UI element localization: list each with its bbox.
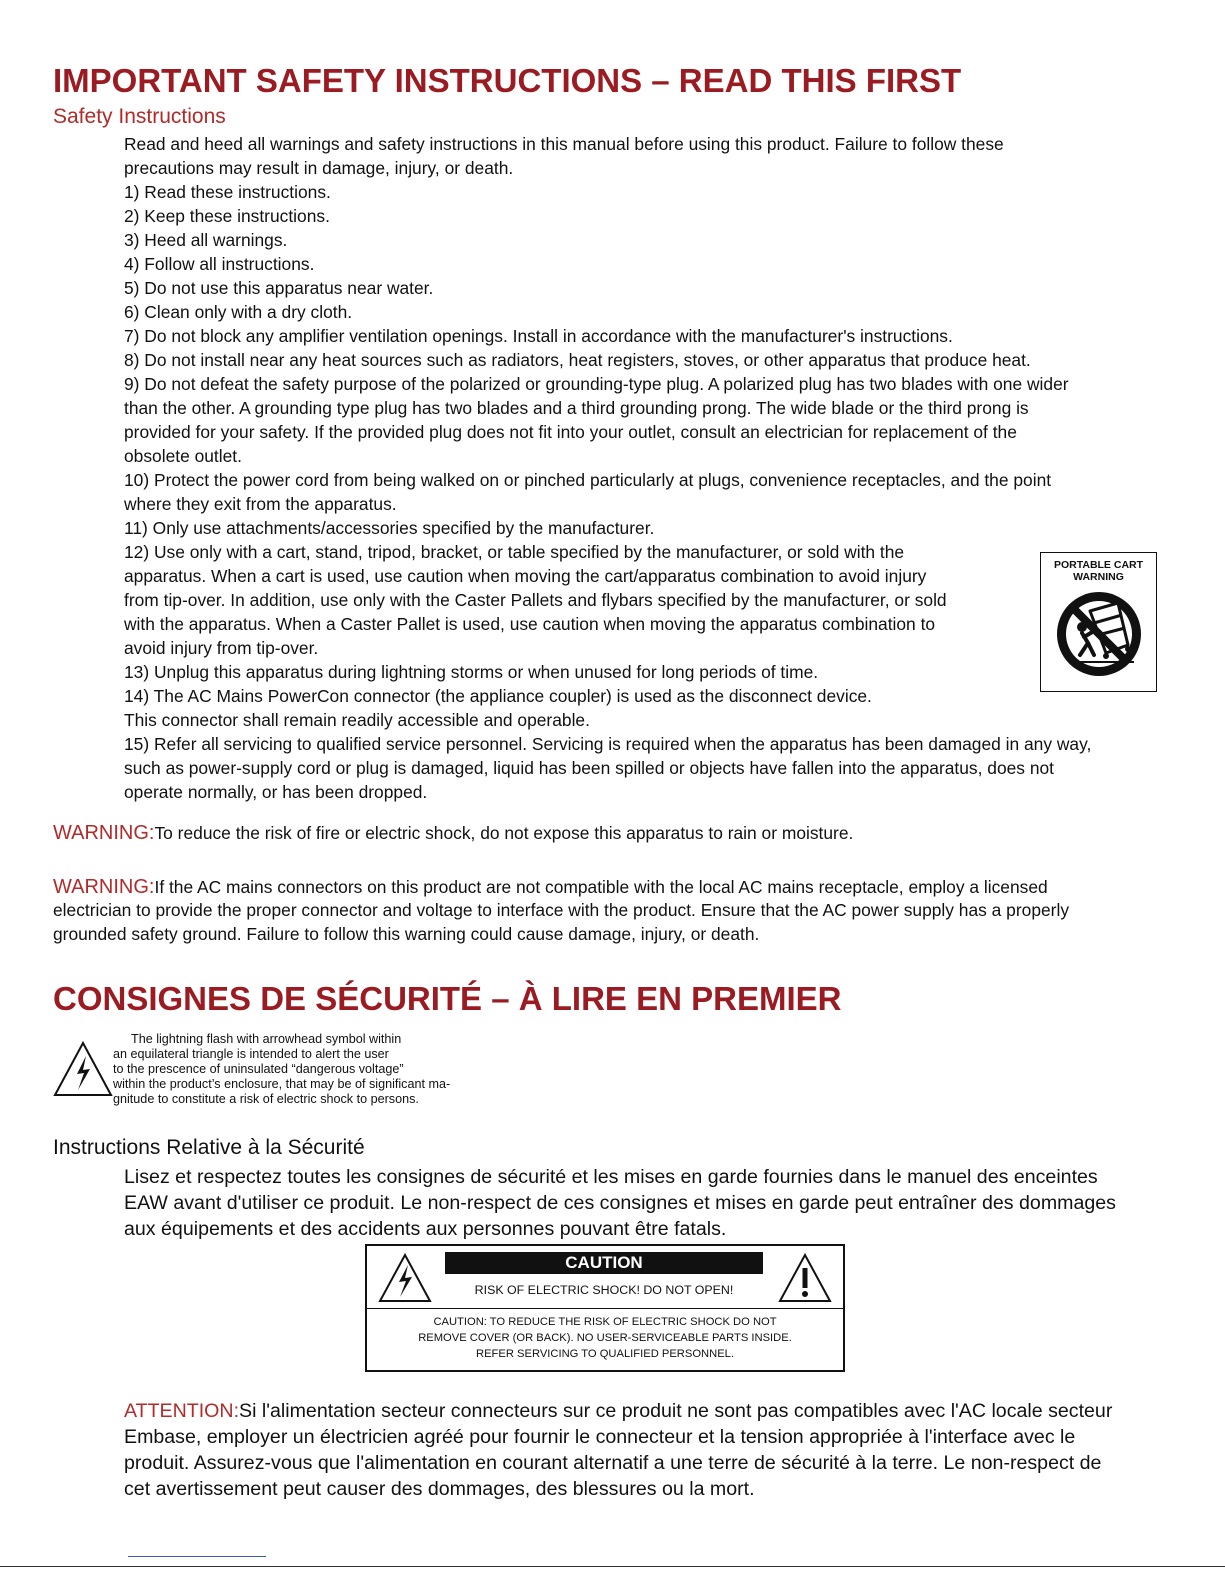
caution-line: REMOVE COVER (OR BACK). NO USER-SERVICEABLE PARTS INSIDE. [418, 1332, 792, 1344]
warning-ac-mains [53, 876, 1069, 948]
cart-tip-over-icon [1044, 585, 1154, 685]
instruction-line: 14) The AC Mains PowerCon connector (the appliance coupler) is used as the disconnect device. [124, 686, 872, 706]
attention-label: ATTENTION: [124, 1400, 240, 1422]
instruction-line: 2) Keep these instructions. [124, 206, 330, 226]
section-heading-safety-instructions: Safety Instructions [53, 105, 226, 128]
caution-divider [367, 1308, 843, 1309]
page-title: IMPORTANT SAFETY INSTRUCTIONS – READ THIS FIRST [53, 62, 962, 99]
lightning-text-line: gnitude to constitute a risk of electric shock to persons. [113, 1092, 419, 1106]
instruction-line: 3) Heed all warnings. [124, 230, 288, 250]
cart-warning-line: WARNING [1073, 571, 1124, 583]
instruction-line: 11) Only use attachments/accessories specified by the manufacturer. [124, 518, 655, 538]
page-title-fr: CONSIGNES DE SÉCURITÉ – À LIRE EN PREMIER [53, 980, 842, 1017]
attention-line: Embase, employer un électricien agréé pour fournir le connecteur et la tension appropriée à l'interface avec le [124, 1426, 1076, 1448]
instruction-line: 4) Follow all instructions. [124, 254, 315, 274]
fr-intro-line: aux équipements et des accidents aux personnes pouvant être fatals. [124, 1218, 727, 1240]
section-heading-fr: Instructions Relative à la Sécurité [53, 1136, 365, 1159]
lightning-symbol-description [113, 1032, 450, 1107]
instruction-line: avoid injury from tip-over. [124, 638, 319, 658]
lightning-text-line: to the prescence of uninsulated “dangerous voltage” [113, 1062, 404, 1076]
footer-divider [0, 1566, 1225, 1567]
instruction-line: 9) Do not defeat the safety purpose of the polarized or grounding-type plug. A polarized plug has two blades with one wider [124, 374, 1069, 394]
footer-link-underline [128, 1556, 266, 1557]
lightning-warning-icon [377, 1252, 433, 1304]
attention-paragraph [124, 1398, 1112, 1502]
exclamation-warning-icon [777, 1252, 833, 1304]
warning-text: If the AC mains connectors on this product are not compatible with the local AC mains receptacle, employ a licensed [154, 877, 1048, 897]
intro-line: precautions may result in damage, injury, or death. [124, 158, 514, 178]
instruction-line: than the other. A grounding type plug has two blades and a third grounding prong. The wide blade or the third prong is [124, 398, 1029, 418]
caution-line: CAUTION: TO REDUCE THE RISK OF ELECTRIC SHOCK DO NOT [433, 1316, 777, 1328]
instruction-line: 8) Do not install near any heat sources such as radiators, heat registers, stoves, or other apparatus that produce heat. [124, 350, 1031, 370]
instruction-line: operate normally, or has been dropped. [124, 782, 428, 802]
instruction-line: apparatus. When a cart is used, use caution when moving the cart/apparatus combination to avoid injury [124, 566, 927, 586]
instruction-list [124, 180, 1091, 804]
lightning-text-line: The lightning flash with arrowhead symbol within [131, 1032, 402, 1046]
attention-line: Si l'alimentation secteur connecteurs sur ce produit ne sont pas compatibles avec l'AC locale secteur [239, 1400, 1113, 1422]
instruction-line: 15) Refer all servicing to qualified service personnel. Servicing is required when the apparatus has been damaged in any way, [124, 734, 1092, 754]
instruction-line: This connector shall remain readily accessible and operable. [124, 710, 590, 730]
warning-text: grounded safety ground. Failure to follow this warning could cause damage, injury, or death. [53, 924, 760, 944]
instruction-line: from tip-over. In addition, use only with the Caster Pallets and flybars specified by the manufacturer, or sold [124, 590, 947, 610]
instruction-line: where they exit from the apparatus. [124, 494, 397, 514]
warning-label: WARNING: [53, 822, 155, 844]
lightning-text-line: within the product’s enclosure, that may be of significant ma- [113, 1077, 451, 1091]
fr-intro-line: EAW avant d'utiliser ce produit. Le non-respect de ces consignes et mises en garde peut entraîner des dommages [124, 1192, 1116, 1214]
instruction-line: such as power-supply cord or plug is damaged, liquid has been spilled or objects have fallen into the apparatus, does not [124, 758, 1055, 778]
instruction-line: 7) Do not block any amplifier ventilation openings. Install in accordance with the manufacturer's instructions. [124, 326, 953, 346]
instruction-line: 13) Unplug this apparatus during lightning storms or when unused for long periods of time. [124, 662, 819, 682]
portable-cart-warning [1040, 552, 1157, 692]
cart-warning-line: PORTABLE CART [1053, 559, 1144, 571]
fr-intro-paragraph [124, 1164, 1116, 1242]
lightning-warning-icon [52, 1040, 114, 1098]
intro-paragraph [124, 132, 1004, 180]
instruction-line: obsolete outlet. [124, 446, 242, 466]
intro-line: Read and heed all warnings and safety instructions in this manual before using this product. Failure to follow these [124, 134, 1004, 154]
caution-subtitle: RISK OF ELECTRIC SHOCK! DO NOT OPEN! [474, 1283, 734, 1297]
warning-label: WARNING: [53, 876, 155, 898]
attention-line: produit. Assurez-vous que l'alimentation en courant alternatif a une terre de sécurité à la terre. Le non-respect de [124, 1452, 1102, 1474]
instruction-line: with the apparatus. When a Caster Pallet is used, use caution when moving the apparatus combination to [124, 614, 936, 634]
caution-line: REFER SERVICING TO QUALIFIED PERSONNEL. [476, 1348, 734, 1360]
instruction-line: 12) Use only with a cart, stand, tripod, bracket, or table specified by the manufacturer, or sold with the [124, 542, 905, 562]
caution-title: CAUTION [445, 1252, 763, 1274]
lightning-text-line: an equilateral triangle is intended to alert the user [113, 1047, 389, 1061]
instruction-line: 1) Read these instructions. [124, 182, 331, 202]
instruction-line: 10) Protect the power cord from being walked on or pinched particularly at plugs, convenience receptacles, and the point [124, 470, 1052, 490]
instruction-line: 5) Do not use this apparatus near water. [124, 278, 434, 298]
warning-moisture [53, 822, 853, 845]
attention-line: cet avertissement peut causer des dommages, des blessures ou la mort. [124, 1478, 755, 1500]
instruction-line: provided for your safety. If the provided plug does not fit into your outlet, consult an electrician for replacement of the [124, 422, 1017, 442]
warning-text: To reduce the risk of fire or electric shock, do not expose this apparatus to rain or moisture. [154, 823, 854, 843]
instruction-line: 6) Clean only with a dry cloth. [124, 302, 353, 322]
warning-text: electrician to provide the proper connector and voltage to interface with the product. Ensure that the AC power supply has a properly [53, 900, 1070, 920]
caution-label [365, 1244, 845, 1372]
fr-intro-line: Lisez et respectez toutes les consignes de sécurité et les mises en garde fournies dans le manuel des enceintes [124, 1166, 1098, 1188]
caution-instructions [367, 1314, 843, 1362]
